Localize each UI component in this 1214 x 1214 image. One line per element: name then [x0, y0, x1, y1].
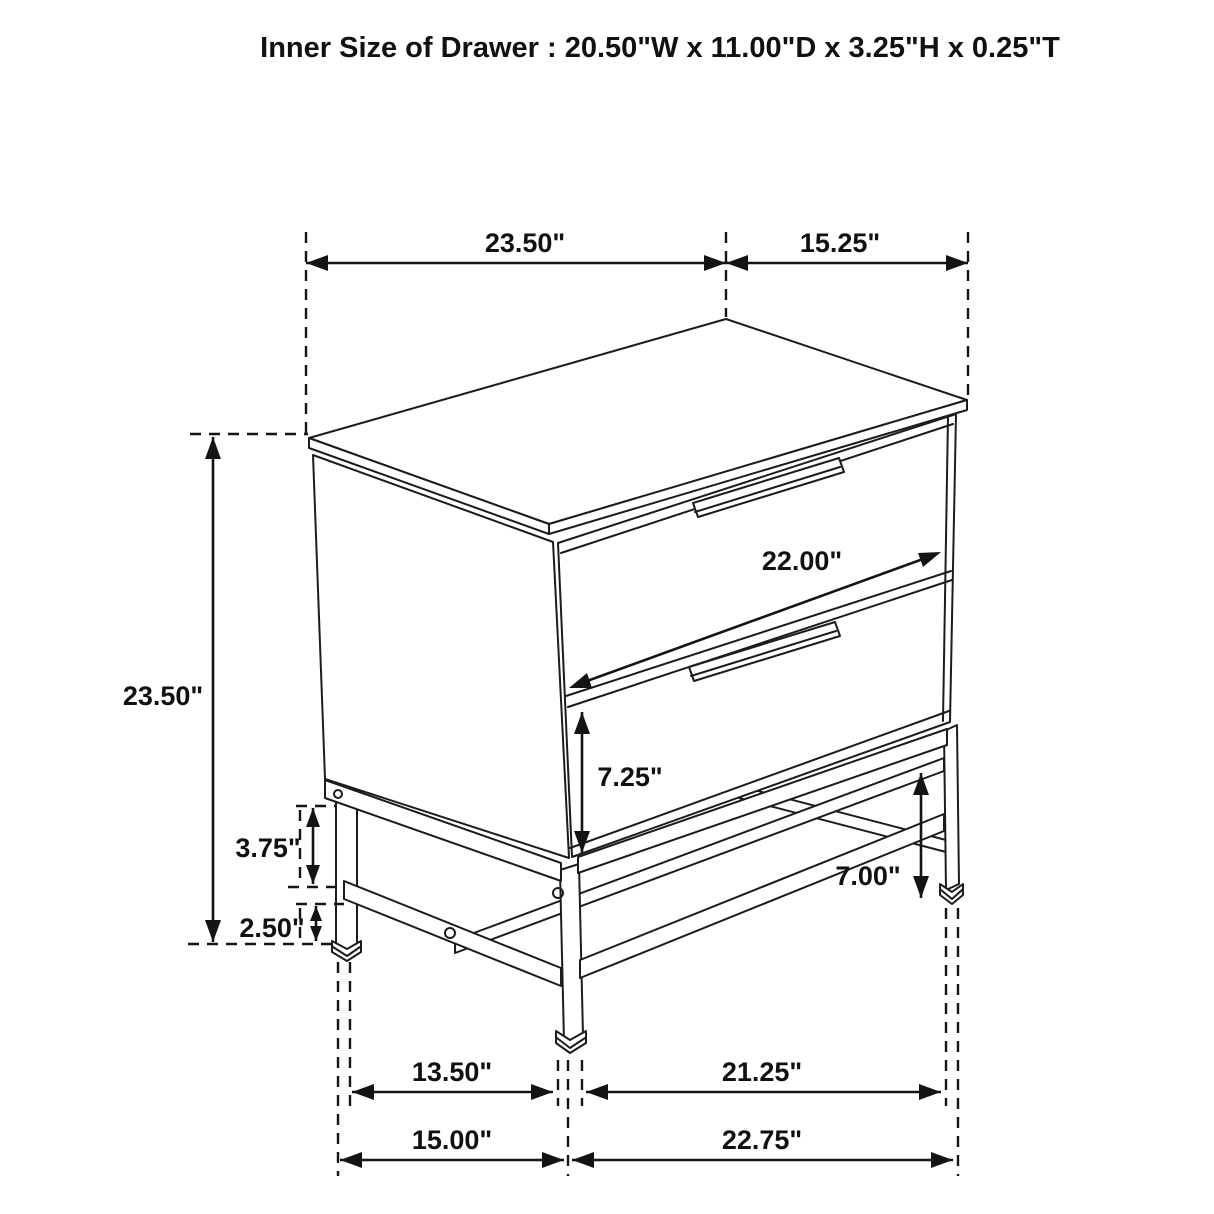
left-rear-leg: [332, 799, 361, 961]
dim-top-width: [306, 228, 726, 271]
dim-base-inner-width-label: 21.25": [721, 1057, 803, 1087]
dim-base-inner-depth-label: 13.50": [411, 1057, 493, 1087]
dim-stretcher-to-floor-label: 2.50": [239, 913, 305, 943]
dim-overall-height: [123, 437, 221, 942]
dim-base-outer-width: [572, 1125, 953, 1168]
dim-leg-clearance-label: 7.00": [835, 861, 901, 891]
dim-base-outer-width-label: 22.75": [721, 1125, 803, 1155]
dim-top-depth: [726, 228, 968, 271]
dim-top-depth-label: 15.25": [799, 228, 881, 258]
dim-top-width-label: 23.50": [484, 228, 566, 258]
dim-base-outer-depth-label: 15.00": [411, 1125, 493, 1155]
dim-base-outer-depth: [340, 1125, 564, 1168]
nightstand-drawing: [309, 319, 967, 1053]
dim-overall-height-label: 23.50": [122, 681, 204, 711]
page-title: Inner Size of Drawer : 20.50"W x 11.00"D x 3.25"H x 0.25"T: [260, 32, 1060, 64]
dim-frame-gap-label: 3.75": [235, 833, 301, 863]
dim-base-inner-depth: [352, 1057, 553, 1100]
dim-stretcher-to-floor: [239, 906, 322, 943]
dim-drawer-width-label: 22.00": [761, 546, 843, 576]
dim-base-inner-width: [586, 1057, 941, 1100]
dim-frame-gap: [235, 808, 320, 884]
dim-drawer-front-height-label: 7.25": [597, 762, 663, 792]
